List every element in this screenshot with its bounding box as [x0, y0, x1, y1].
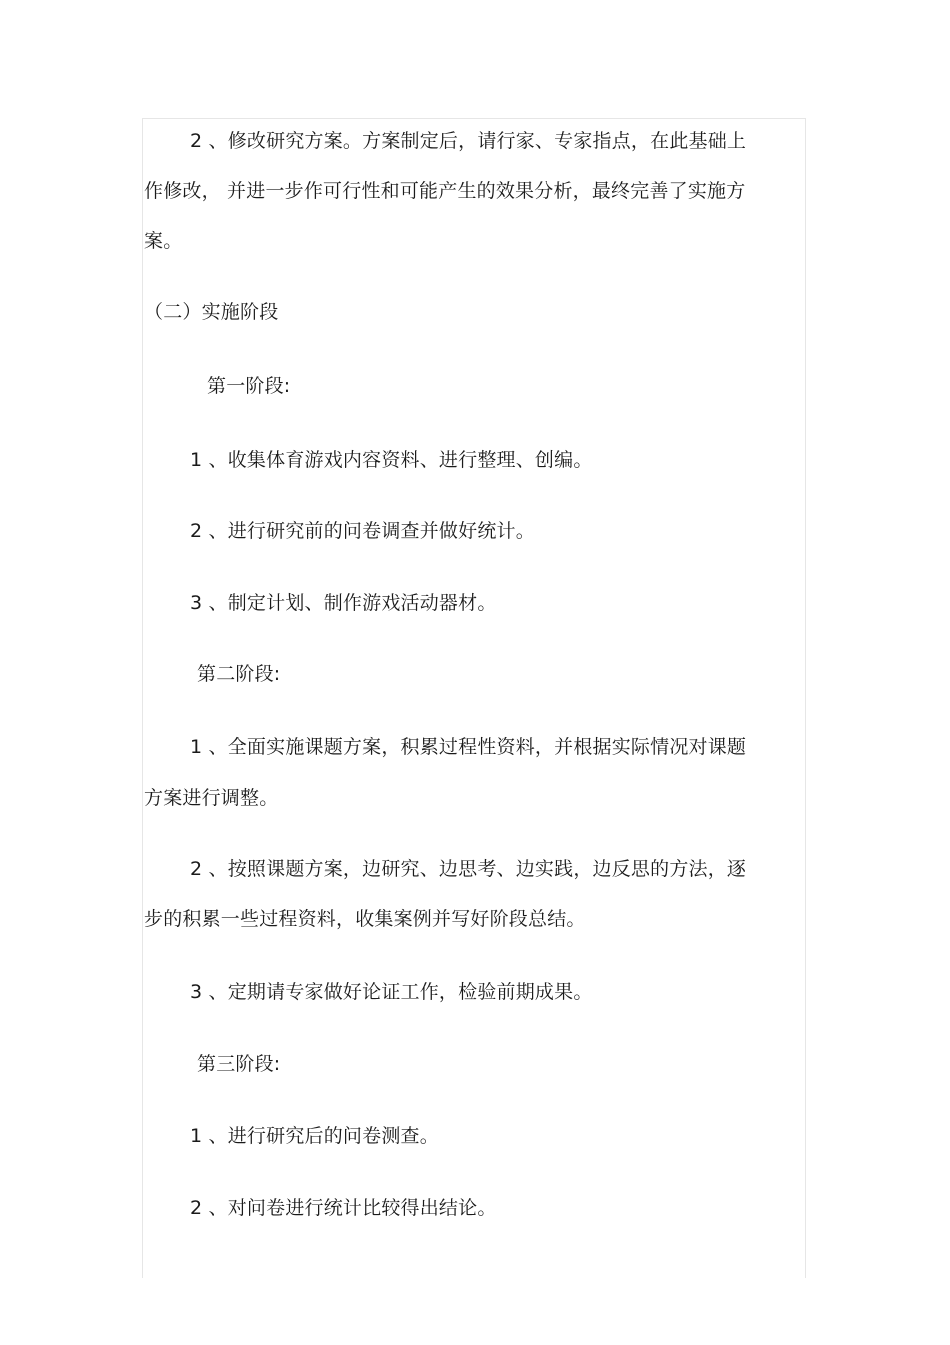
list-item-first-1: 1 、收集体育游戏内容资料、进行整理、创编。: [190, 449, 593, 471]
stage-heading-first: 第一阶段:: [207, 375, 291, 397]
paragraph-modify-plan-line2: 作修改， 并进一步作可行性和可能产生的效果分析，最终完善了实施方: [144, 180, 746, 202]
list-item-first-3: 3 、制定计划、制作游戏活动器材。: [190, 592, 497, 614]
paragraph-modify-plan-line3: 案。: [144, 230, 183, 252]
list-item-second-3: 3 、定期请专家做好论证工作，检验前期成果。: [190, 981, 593, 1003]
list-item-third-2: 2 、对问卷进行统计比较得出结论。: [190, 1197, 497, 1219]
list-item-second-2-line1: 2 、按照课题方案，边研究、边思考、边实践，边反思的方法，逐: [190, 858, 747, 880]
list-item-first-2: 2 、进行研究前的问卷调查并做好统计。: [190, 520, 535, 542]
section-heading-implementation: （二）实施阶段: [144, 301, 279, 323]
list-item-second-1-line2: 方案进行调整。: [144, 787, 279, 809]
list-item-second-2-line2: 步的积累一些过程资料，收集案例并写好阶段总结。: [144, 908, 586, 930]
page-frame: [142, 118, 806, 1278]
stage-heading-third: 第三阶段:: [197, 1053, 281, 1075]
stage-heading-second: 第二阶段:: [197, 663, 281, 685]
paragraph-modify-plan-line1: 2 、修改研究方案。方案制定后，请行家、专家指点，在此基础上: [190, 130, 747, 152]
list-item-third-1: 1 、进行研究后的问卷测查。: [190, 1125, 439, 1147]
list-item-second-1-line1: 1 、全面实施课题方案，积累过程性资料，并根据实际情况对课题: [190, 736, 747, 758]
